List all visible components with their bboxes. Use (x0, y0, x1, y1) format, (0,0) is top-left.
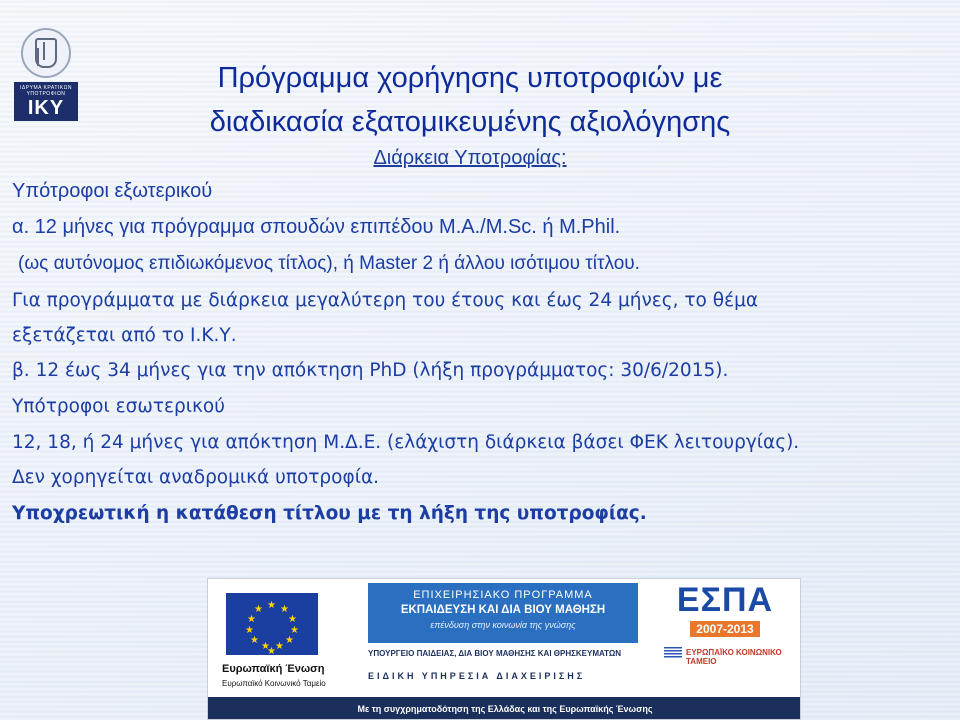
managing-authority-text: ΕΙΔΙΚΗ ΥΠΗΡΕΣΙΑ ΔΙΑΧΕΙΡΙΣΗΣ (368, 671, 586, 681)
cofunding-strip: Με τη συγχρηματοδότηση της Ελλάδας και της Ευρωπαϊκής Ένωσης (208, 697, 801, 720)
duration-subtitle: Διάρκεια Υποτροφίας: (373, 147, 567, 169)
heading-abroad: Υπότροφοι εξωτερικού (12, 180, 213, 202)
eu-flag-icon: ★ ★ ★ ★ ★ ★ ★ ★ ★ ★ ★ ★ (226, 593, 318, 655)
iky-logo-small-text: ΙΔΡΥΜΑ ΚΡΑΤΙΚΩΝ ΥΠΟΤΡΟΦΙΩΝ (20, 85, 72, 97)
domestic-duration: 12, 18, ή 24 μήνες για απόκτηση Μ.Δ.Ε. (ελάχιστη διάρκεια βάσει ΦΕΚ λειτουργίας). (12, 432, 800, 453)
eu-title: Ευρωπαϊκή Ένωση (222, 663, 325, 675)
ep-line-3: επένδυση στην κοινωνία της γνώσης (430, 620, 576, 630)
espa-text: ΕΣΠΑ (676, 581, 774, 619)
funding-banner (207, 578, 801, 720)
heading-domestic: Υπότροφοι εσωτερικού (12, 396, 225, 417)
eu-subtitle: Ευρωπαϊκό Κοινωνικό Ταμείο (222, 679, 326, 688)
iky-logo-box (14, 82, 78, 121)
greek-flag-icon (664, 647, 682, 659)
espa-logo (660, 581, 790, 645)
operational-programme-logo (368, 583, 638, 643)
iky-logo-big-text: ΙΚΥ (27, 97, 65, 119)
item-b: β. 12 έως 34 μήνες για την απόκτηση PhD (λήξη προγράμματος: 30/6/2015). (12, 360, 729, 381)
no-retroactive-note: Δεν χορηγείται αναδρομικά υποτροφία. (12, 467, 380, 488)
item-a-long-2: εξετάζεται από το Ι.Κ.Υ. (12, 325, 237, 346)
mandatory-title-note: Υποχρεωτική η κατάθεση τίτλου με τη λήξη της υποτροφίας. (12, 503, 647, 524)
item-a-long-1: Για προγράμματα με διάρκεια μεγαλύτερη του έτους και έως 24 μήνες, το θέμα (12, 290, 759, 311)
ministry-text: ΥΠΟΥΡΓΕΙΟ ΠΑΙΔΕΙΑΣ, ΔΙΑ ΒΙΟΥ ΜΑΘΗΣΗΣ ΚΑΙ ΘΡΗΣΚΕΥΜΑΤΩΝ (368, 649, 622, 658)
item-a-continuation: (ως αυτόνομος επιδιωκόμενος τίτλος), ή Master 2 ή άλλου ισότιμου τίτλου. (18, 253, 640, 274)
slide-title-line-2: διαδικασία εξατομικευμένης αξιολόγησης (209, 106, 731, 138)
fund-text: ΕΥΡΩΠΑΪΚΟ ΚΟΙΝΩΝΙΚΟ ΤΑΜΕΙΟ (686, 648, 782, 666)
ep-line-1: ΕΠΙΧΕΙΡΗΣΙΑΚΟ ΠΡΟΓΡΑΜΜΑ (413, 589, 593, 601)
greek-crest-icon (21, 28, 71, 78)
iky-logo (14, 28, 78, 132)
espa-years: 2007-2013 (690, 621, 759, 637)
slide-title-line-1: Πρόγραμμα χορήγησης υποτροφιών με (217, 62, 723, 94)
ep-line-2: ΕΚΠΑΙΔΕΥΣΗ ΚΑΙ ΔΙΑ ΒΙΟΥ ΜΑΘΗΣΗ (400, 604, 606, 616)
item-a: α. 12 μήνες για πρόγραμμα σπουδών επιπέδου M.A./M.Sc. ή M.Phil. (12, 216, 621, 238)
